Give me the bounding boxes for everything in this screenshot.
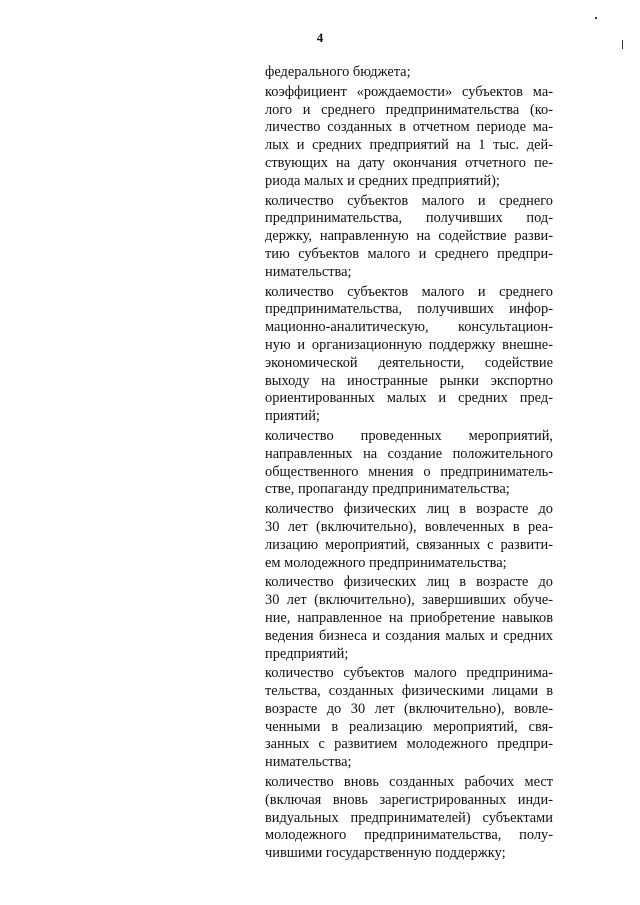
- list-item: [265, 84, 553, 191]
- text-line: тельства, созданных физическими лицами в: [265, 683, 553, 700]
- text-line: количество физических лиц в возрасте до: [265, 501, 553, 518]
- text-line: нимательства;: [265, 263, 352, 280]
- text-line: возрасте до 30 лет (включительно), вовле-: [265, 700, 553, 717]
- text-line: 30 лет (включительно), вовлеченных в реа-: [265, 518, 553, 535]
- text-line: федерального бюджета;: [265, 64, 411, 80]
- page-number: 4: [316, 30, 324, 45]
- text-line: количество субъектов малого и среднего: [265, 192, 553, 209]
- text-line: ную и организационную поддержку внешне-: [265, 336, 553, 353]
- list-item: [265, 193, 553, 282]
- text-line: чившими государственную поддержку;: [265, 845, 506, 862]
- text-line: количество субъектов малого предпринима-: [265, 665, 553, 682]
- list-item: [265, 574, 553, 663]
- text-line: количество вновь созданных рабочих мест: [265, 774, 553, 791]
- text-line: ние, направленное на приобретение навыков: [265, 609, 553, 626]
- text-line: стве, пропаганду предпринимательства;: [265, 481, 510, 498]
- text-line: предприятий;: [265, 645, 349, 662]
- text-line: видуальных предпринимателей) субъектами: [265, 809, 553, 826]
- text-line: занных с развитием молодежного предпри-: [265, 736, 553, 753]
- list-item: [265, 665, 553, 772]
- text-line: держку, направленную на содействие разви-: [265, 228, 553, 245]
- text-line: ченными в реализацию мероприятий, свя-: [265, 718, 553, 735]
- text-line: общественного мнения о предприниматель-: [265, 463, 553, 480]
- scan-speck: [595, 17, 597, 19]
- text-line: ведения бизнеса и создания малых и средних: [265, 627, 553, 644]
- text-line: 30 лет (включительно), завершивших обуче-: [265, 592, 553, 609]
- list-item: [265, 284, 553, 426]
- scan-speck: [622, 40, 623, 49]
- text-line: (включая вновь зарегистрированных инди-: [265, 791, 553, 808]
- text-line: ствующих на дату окончания отчетного пе-: [265, 154, 553, 171]
- text-line: предпринимательства, получивших под-: [265, 210, 553, 227]
- text-line: приятий;: [265, 408, 320, 425]
- text-line: нимательства;: [265, 754, 352, 771]
- text-line: ориентированных малых и средних пред-: [265, 390, 553, 407]
- text-line: личество созданных в отчетном периоде ма-: [265, 119, 553, 136]
- text-line: предпринимательства, получивших инфор-: [265, 301, 553, 318]
- text-line: риода малых и средних предприятий);: [265, 172, 500, 189]
- list-item: [265, 428, 553, 499]
- list-item: [265, 64, 553, 82]
- text-line: лизацию мероприятий, связанных с развити-: [265, 536, 553, 553]
- text-line: количество субъектов малого и среднего: [265, 283, 553, 300]
- text-line: мационно-аналитическую, консультацион-: [265, 319, 553, 336]
- text-line: выходу на иностранные рынки экспортно: [265, 372, 553, 389]
- text-line: молодежного предпринимательства, полу-: [265, 827, 553, 844]
- text-line: лых и средних предприятий на 1 тыс. дей-: [265, 137, 553, 154]
- text-line: количество проведенных мероприятий,: [265, 427, 553, 444]
- text-line: лого и среднего предпринимательства (ко-: [265, 101, 553, 118]
- text-line: количество физических лиц в возрасте до: [265, 574, 553, 591]
- text-line: ем молодежного предпринимательства;: [265, 554, 507, 571]
- text-line: экономической деятельности, содействие: [265, 354, 553, 371]
- text-line: тию субъектов малого и среднего предпри-: [265, 245, 553, 262]
- document-body: [265, 64, 553, 863]
- text-line: коэффициент «рождаемости» субъектов ма-: [265, 83, 553, 100]
- list-item: [265, 774, 553, 863]
- text-line: направленных на создание положительного: [265, 445, 553, 462]
- list-item: [265, 501, 553, 572]
